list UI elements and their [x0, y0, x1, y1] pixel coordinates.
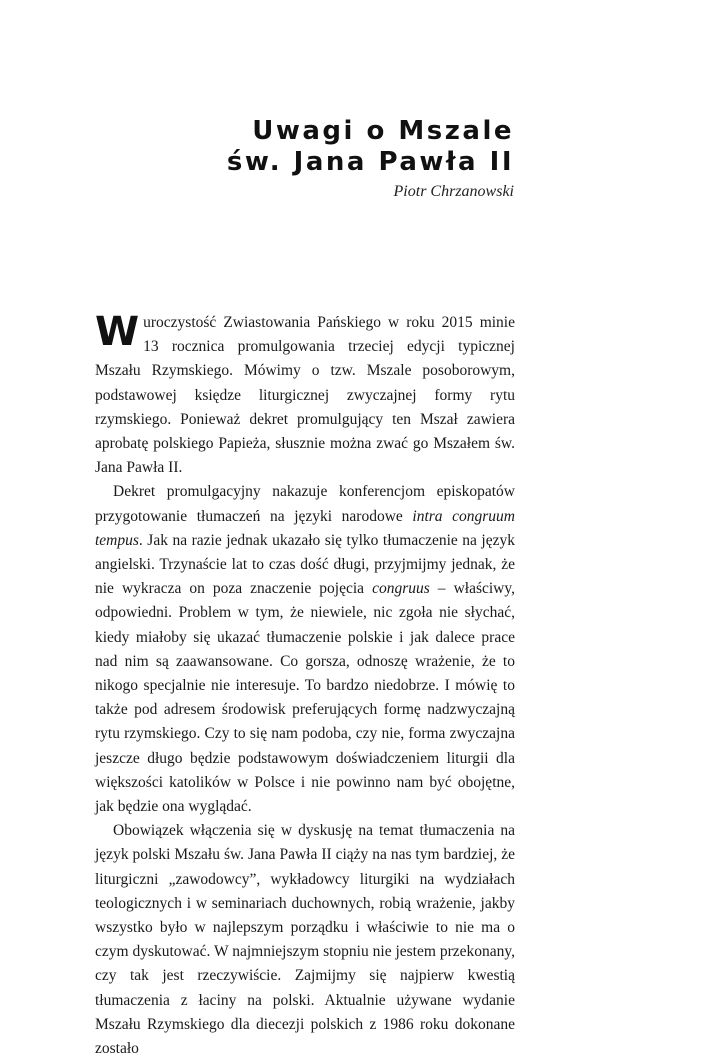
paragraph-1: [95, 311, 515, 480]
title-block: [227, 116, 514, 202]
drop-cap: W: [95, 309, 140, 355]
paragraph-3: [95, 819, 515, 1061]
author-name: Piotr Chrzanowski: [393, 183, 514, 200]
paragraph-2-text-b: . Jak na razie jednak ukazało się tylko tłumaczenie na język angielski. Trzynaście lat to czas dość długi, przyjmijmy jednak, że nie wykracza on poza znaczenie pojęcia: [95, 531, 515, 598]
paragraph-3-text: Obowiązek włączenia się w dyskusję na temat tłumaczenia na język polski Mszału św. Jana Pawła II ciąży na nas tym bardziej, że liturgiczni „zawodowcy”, wykładowcy liturgiki na wydziałach teologicznych i w seminariach duchownych, robią wrażenie, jakby wszystko było w najlepszym porządku i właściwie to nie ma o czym dyskutować. W najmniejszym stopniu nie jestem przekonany, czy tak jest rzeczywiście. Zajmijmy się najpierw kwestią tłumaczenia z łaciny na polski. Aktualnie używane wydanie Mszału Rzymskiego dla diecezji polskich z 1986 roku dokonane zostało: [95, 822, 515, 1058]
article-title-line-1: Uwagi o Mszale: [252, 116, 514, 146]
article-body: [95, 311, 515, 1061]
paragraph-1-text: uroczystość Zwiastowania Pańskiego w roku 2015 minie 13 rocznica promulgowania trzeciej edycji typicznej Mszału Rzymskiego. Mówimy o tzw. Mszale posoborowym, podstawowej księdze liturgicznej zwyczajnej formy rytu rzymskiego. Ponieważ dekret promulgujący ten Mszał zawiera aprobatę polskiego Papieża, słusznie można zwać go Mszałem św. Jana Pawła II.: [95, 314, 515, 477]
article-title-line-2: św. Jana Pawła II: [226, 147, 514, 177]
paragraph-2-text-c: – właściwy, odpowiedni. Problem w tym, że niewiele, nic zgoła nie słychać, kiedy miałoby się ukazać tłumaczenie polskie i jak dalece prace nad nim są zaawansowane. Co gorsza, odnoszę wrażenie, że to nikogo specjalnie nie interesuje. To bardzo niedobrze. I mówię to także pod adresem środowisk preferujących formę nadzwyczajną rytu rzymskiego. Czy to się nam podoba, czy nie, forma zwyczajna jeszcze długo będzie podstawowym doświadczeniem liturgii dla większości katolików w Polsce i nie powinno nam być obojętne, jak będzie ona wyglądać.: [95, 580, 515, 816]
paragraph-2-text-a: Dekret promulgacyjny nakazuje konferencjom episkopatów przygotowanie tłumaczeń na języki narodowe: [95, 483, 515, 525]
paragraph-2-italic-1: intra congruum tempus: [95, 507, 516, 549]
paragraph-2: [95, 480, 515, 819]
paragraph-2-italic-2: congruus: [372, 580, 430, 598]
